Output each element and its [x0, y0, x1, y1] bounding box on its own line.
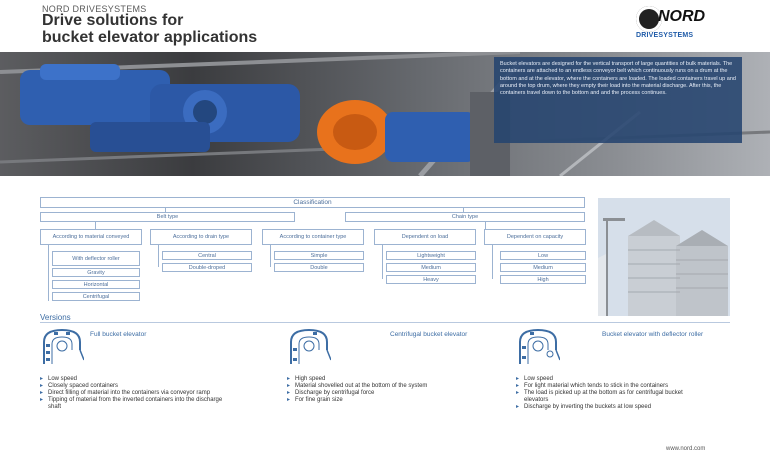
classification-root: Classification — [40, 197, 585, 208]
nord-logo — [636, 6, 728, 42]
version-3-bullets — [516, 376, 696, 411]
belt-type-box: Belt type — [40, 212, 295, 222]
item-double-droped: Double-droped — [162, 263, 252, 272]
group-dependent-on-load: Dependent on load — [374, 229, 476, 245]
group-drain-type: According to drain type — [150, 229, 252, 245]
list-item: ▸ Discharge by centrifugal force — [287, 390, 467, 397]
item-horizontal: Horizontal — [52, 280, 140, 289]
item-low: Low — [500, 251, 586, 260]
brand-label: NORD DRIVESYSTEMS — [42, 4, 147, 14]
list-item: ▸ The load is picked up at the bottom as for centrifugal bucket elevators — [516, 390, 696, 404]
item-lightweight: Lightweight — [386, 251, 476, 260]
version-2-bullets — [287, 376, 467, 404]
list-item: ▸ Direct filling of material into the containers via conveyor ramp — [40, 390, 230, 397]
group-dependent-on-capacity: Dependent on capacity — [484, 229, 586, 245]
title-line-2: bucket elevator applications — [42, 29, 258, 46]
item-heavy: Heavy — [386, 275, 476, 284]
group-container-type: According to container type — [262, 229, 364, 245]
version-1-bullets — [40, 376, 230, 411]
item-gravity: Gravity — [52, 268, 140, 277]
list-item: ▸ For fine grain size — [287, 397, 467, 404]
full-bucket-elevator-icon — [40, 326, 84, 366]
item-medium-capacity: Medium — [500, 263, 586, 272]
deflector-roller-elevator-icon — [516, 326, 560, 366]
item-central: Central — [162, 251, 252, 260]
version-1-name: Full bucket elevator — [90, 331, 147, 338]
list-item: ▸ Closely spaced containers — [40, 383, 230, 390]
hero-description: Bucket elevators are designed for the vertical transport of large quantities of bulk materials. The containers are attached to an endless conveyor belt which continuously runs on a drum at the bottom and at the elevator, where the containers are loaded. The loaded containers travel up and around the top drum, where they empty their load into the material discharge. After this, the containers travel down to the bottom and and the process continues. — [494, 57, 742, 143]
page-title — [42, 12, 257, 46]
logo-subtitle: DRIVESYSTEMS — [636, 32, 694, 39]
item-double: Double — [274, 263, 364, 272]
versions-title: Versions — [40, 313, 71, 322]
item-medium-load: Medium — [386, 263, 476, 272]
chain-type-box: Chain type — [345, 212, 585, 222]
silo-photo — [598, 198, 730, 316]
version-2-name: Centrifugal bucket elevator — [390, 331, 468, 338]
list-item: ▸ Material shovelled out at the bottom of the system — [287, 383, 467, 390]
list-item: ▸ For light material which tends to stick in the containers — [516, 383, 696, 390]
list-item: ▸ High speed — [287, 376, 467, 383]
item-with-deflector-roller: With deflector roller — [52, 251, 140, 266]
group-material-conveyed: According to material conveyed — [40, 229, 142, 245]
list-item: ▸ Tipping of material from the inverted containers into the discharge shaft — [40, 397, 230, 411]
list-item: ▸ Discharge by inverting the buckets at low speed — [516, 404, 696, 411]
silo-illustration — [598, 198, 730, 316]
item-high: High — [500, 275, 586, 284]
title-line-1: Drive solutions for — [42, 12, 184, 29]
footer-url: www.nord.com — [666, 446, 706, 452]
list-item: ▸ Low speed — [40, 376, 230, 383]
item-simple: Simple — [274, 251, 364, 260]
logo-word: NORD — [658, 8, 706, 25]
versions-divider — [40, 322, 730, 323]
list-item: ▸ Low speed — [516, 376, 696, 383]
centrifugal-bucket-elevator-icon — [287, 326, 331, 366]
hero-photo — [0, 52, 770, 176]
item-centrifugal: Centrifugal — [52, 292, 140, 301]
version-3-name: Bucket elevator with deflector roller — [602, 331, 704, 338]
